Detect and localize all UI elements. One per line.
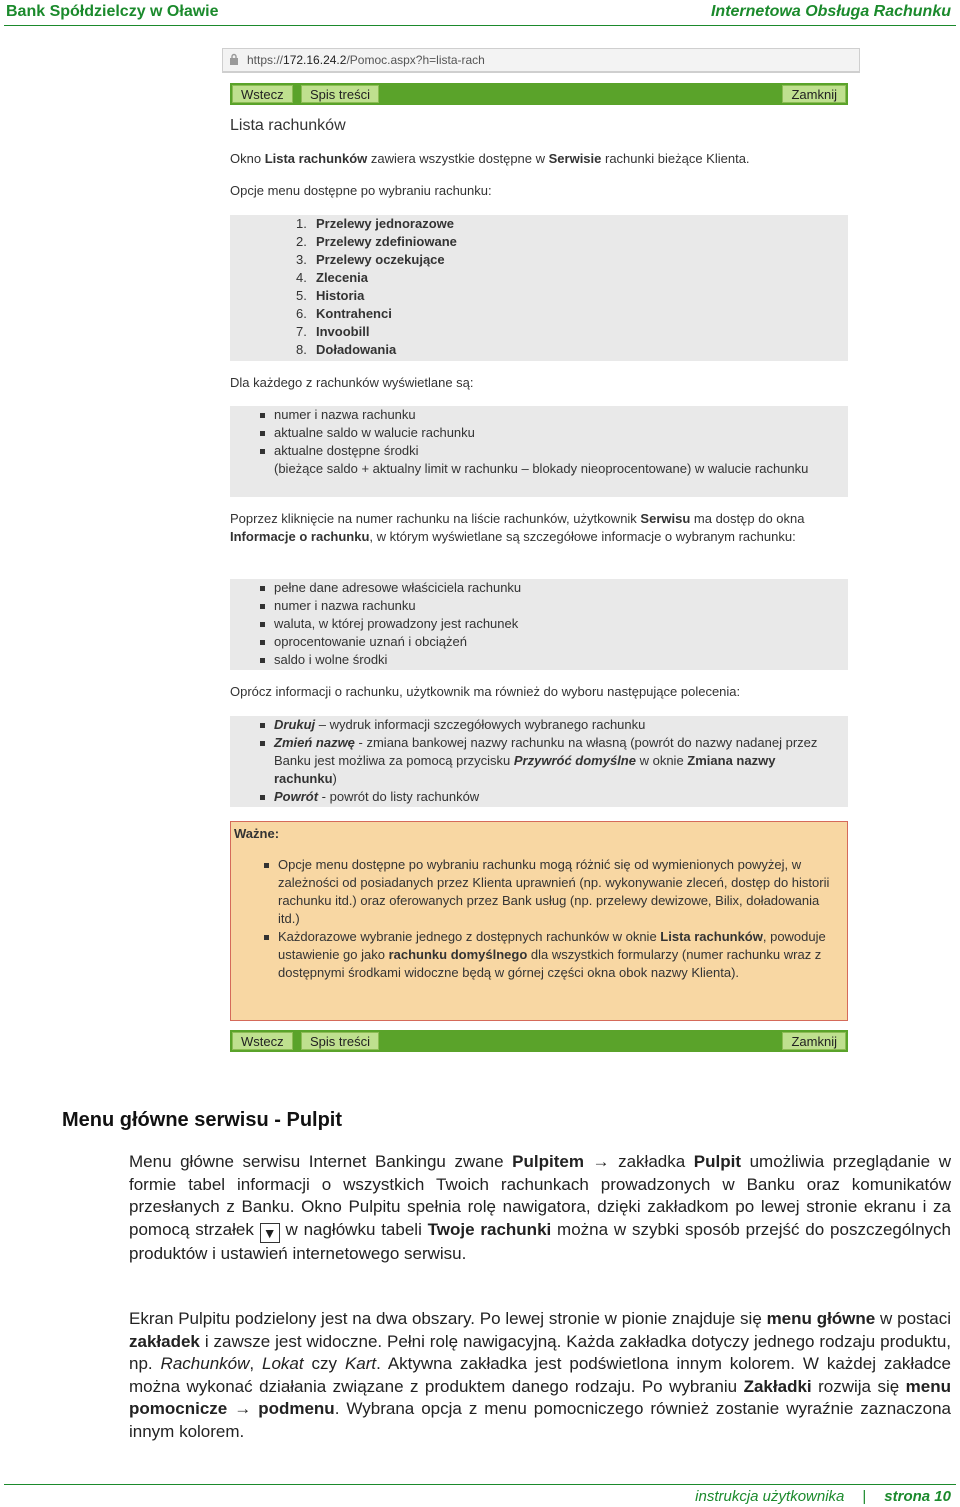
bold-text: Zmiana nazwy rachunku	[274, 753, 776, 786]
shown-label: Dla każdego z rachunków wyświetlane są:	[230, 375, 474, 390]
menu-option-label: Invoobill	[316, 324, 370, 339]
menu-option-item	[296, 233, 457, 251]
menu-options-label: Opcje menu dostępne po wybraniu rachunku:	[230, 183, 492, 198]
list-item: numer i nazwa rachunku	[260, 597, 830, 615]
bold-text: Zakładki	[743, 1376, 812, 1396]
footer-label: instrukcja użytkownika	[695, 1488, 845, 1505]
menu-option-item	[296, 269, 457, 287]
commands-label: Oprócz informacji o rachunku, użytkownik ma również do wyboru następujące polecenia:	[230, 684, 741, 699]
bold-text: Pulpit	[693, 1152, 741, 1171]
bank-name: Bank Spółdzielczy w Oławie	[6, 3, 219, 20]
back-button[interactable]: Wstecz	[232, 85, 293, 103]
warning-title: Ważne:	[234, 826, 280, 841]
page-footer	[695, 1488, 951, 1505]
document-title: Internetowa Obsługa Rachunku	[710, 3, 951, 20]
bold-text: Pulpitem	[512, 1152, 584, 1171]
list-item: Opcje menu dostępne po wybraniu rachunku mogą różnić się od wymienionych powyżej, w zależności od posiadanych przez Klienta uprawnień (np. wykonywanie zleceń, dostęp do historii rachunku itd.) oraz oferowanych przez Bank usług (np. przelewy dewizowe, Bilix, doładowania itd.)	[264, 856, 844, 928]
item-number: 1.	[296, 216, 307, 231]
help-intro: Okno Lista rachunków zawiera wszystkie dostępne w Serwisie rachunki bieżące Klienta.	[230, 151, 750, 166]
shown-items-box	[230, 406, 848, 497]
list-item: Zmień nazwę - zmiana bankowej nazwy rachunku na własną (powrót do nazwy nadanej przez Banku jest możliwa za pomocą przycisku Przywróć domyślne w oknie Zmiana nazwy rachunku)	[260, 734, 830, 788]
list-item: Każdorazowe wybranie jednego z dostępnych rachunków w oknie Lista rachunków, powoduje ustawienie go jako rachunku domyślnego dla wszystkich formularzy (numer rachunku wraz z dostępnymi środkami widoczne będą w górnej części okna obok nazwy Klienta).	[264, 928, 844, 982]
command-name: Przywróć domyślne	[513, 753, 636, 768]
menu-option-label: Historia	[316, 288, 365, 303]
close-button[interactable]: Zamknij	[782, 85, 846, 103]
click-paragraph: Poprzez kliknięcie na numer rachunku na liście rachunków, użytkownik Serwisu ma dostęp do okna Informacje o rachunku, w którym wyświetlane są szczegółowe informacje o wybranym rachunku:	[230, 511, 805, 544]
bold-text: Lista rachunków	[660, 929, 763, 944]
warning-list	[264, 856, 844, 982]
bold-text: Informacje o rachunku	[230, 529, 370, 544]
back-button[interactable]: Wstecz	[232, 1032, 293, 1050]
list-item: aktualne dostępne środki (bieżące saldo + aktualny limit w rachunku – blokady nieoprocentowane) w walucie rachunku	[260, 442, 830, 478]
menu-option-item	[296, 287, 457, 305]
commands-list	[260, 716, 830, 806]
help-nav-bottom	[230, 1030, 848, 1052]
shown-items-list	[260, 406, 830, 478]
menu-option-item	[296, 215, 457, 233]
footer-divider	[4, 1484, 956, 1485]
bold-text: menu główne	[766, 1309, 876, 1328]
page-number: strona 10	[884, 1488, 951, 1505]
menu-option-item	[296, 305, 457, 323]
bold-text: Lista rachunków	[264, 151, 368, 166]
bold-text: podmenu	[258, 1399, 335, 1419]
browser-address-bar[interactable]	[222, 48, 860, 73]
list-item: oprocentowanie uznań i obciążeń	[260, 633, 830, 651]
menu-option-item	[296, 341, 457, 359]
list-item: numer i nazwa rachunku	[260, 406, 830, 424]
footer-separator: |	[862, 1488, 867, 1505]
menu-options-box	[230, 215, 848, 361]
warning-box	[230, 821, 848, 1021]
commands-box	[230, 716, 848, 807]
bold-text: rachunku domyślnego	[388, 947, 528, 962]
help-nav-top	[230, 83, 848, 105]
italic-text: Kart	[344, 1354, 377, 1374]
page-header	[0, 0, 960, 26]
item-number: 7.	[296, 324, 307, 339]
menu-option-label: Zlecenia	[316, 270, 369, 285]
menu-options-list	[296, 215, 457, 359]
list-item: Drukuj – wydruk informacji szczegółowych wybranego rachunku	[260, 716, 830, 734]
command-name: Zmień nazwę	[274, 735, 355, 750]
italic-text: Lokat	[262, 1354, 304, 1374]
section-paragraph-1: Menu główne serwisu Internet Bankingu zwane Pulpitem → zakładka Pulpit umożliwia przeglądanie w formie tabel informacji o wszystkich Twoich rachunkach prowadzonych w Banku oraz komunikatów przesłanych z Banku. Okno Pulpitu spełnia rolę nawigatora, dzięki zakładkom po lewej stronie ekranu i za pomocą strzałek ▼ w nagłówku tabeli Twoje rachunki można w szybki sposób przejść do poszczególnych produktów i ustawień internetowego serwisu.	[129, 1152, 951, 1263]
list-item: Powrót - powrót do listy rachunków	[260, 788, 830, 806]
command-name: Drukuj	[274, 717, 316, 732]
toc-button[interactable]: Spis treści	[301, 85, 379, 103]
help-window-screenshot	[222, 48, 860, 1058]
url-text: https://172.16.24.2/Pomoc.aspx?h=lista-rach	[247, 53, 485, 67]
menu-option-label: Doładowania	[316, 342, 397, 357]
section-heading: Menu główne serwisu - Pulpit	[62, 1109, 343, 1131]
item-number: 6.	[296, 306, 307, 321]
info-items-list	[260, 579, 830, 669]
menu-option-label: Przelewy oczekujące	[316, 252, 445, 267]
bold-text: Serwisie	[548, 151, 602, 166]
item-number: 2.	[296, 234, 307, 249]
bold-text: menu pomocnicze	[129, 1376, 951, 1419]
menu-option-item	[296, 323, 457, 341]
list-item: pełne dane adresowe właściciela rachunku	[260, 579, 830, 597]
close-button[interactable]: Zamknij	[782, 1032, 846, 1050]
item-number: 3.	[296, 252, 307, 267]
down-arrow-icon: ▼	[260, 1223, 280, 1243]
item-number: 8.	[296, 342, 307, 357]
info-items-box	[230, 579, 848, 670]
list-item: waluta, w której prowadzony jest rachunek	[260, 615, 830, 633]
list-item: saldo i wolne środki	[260, 651, 830, 669]
italic-text: Rachunków	[160, 1354, 250, 1374]
bold-text: zakładek	[129, 1331, 200, 1351]
list-item: aktualne saldo w walucie rachunku	[260, 424, 830, 442]
header-divider	[4, 25, 956, 26]
item-number: 4.	[296, 270, 307, 285]
menu-option-label: Przelewy jednorazowe	[316, 216, 454, 231]
help-title: Lista rachunków	[230, 117, 346, 134]
bold-text: Twoje rachunki	[427, 1219, 552, 1239]
section-paragraph-2: Ekran Pulpitu podzielony jest na dwa obszary. Po lewej stronie w pionie znajduje się menu główne w postaci zakładek i zawsze jest widoczne. Pełni rolę nawigacyjną. Każda zakładka dotyczy jednego rodzaju produktu, np. Rachunków, Lokat czy Kart. Aktywna zakładka jest podświetlona innym kolorem. W każdej zakładce można wykonać działania związane z produktem danego rodzaju. Po wybraniu Zakładki rozwija się menu pomocnicze → podmenu. Wybrana opcja z menu pomocniczego również zostanie wyraźnie zaznaczona innym kolorem.	[129, 1309, 951, 1441]
bold-text: Serwisu	[640, 511, 691, 526]
menu-option-label: Kontrahenci	[316, 306, 392, 321]
toc-button[interactable]: Spis treści	[301, 1032, 379, 1050]
lock-icon	[229, 53, 239, 65]
menu-option-item	[296, 251, 457, 269]
item-number: 5.	[296, 288, 307, 303]
command-name: Powrót	[274, 789, 319, 804]
menu-option-label: Przelewy zdefiniowane	[316, 234, 457, 249]
